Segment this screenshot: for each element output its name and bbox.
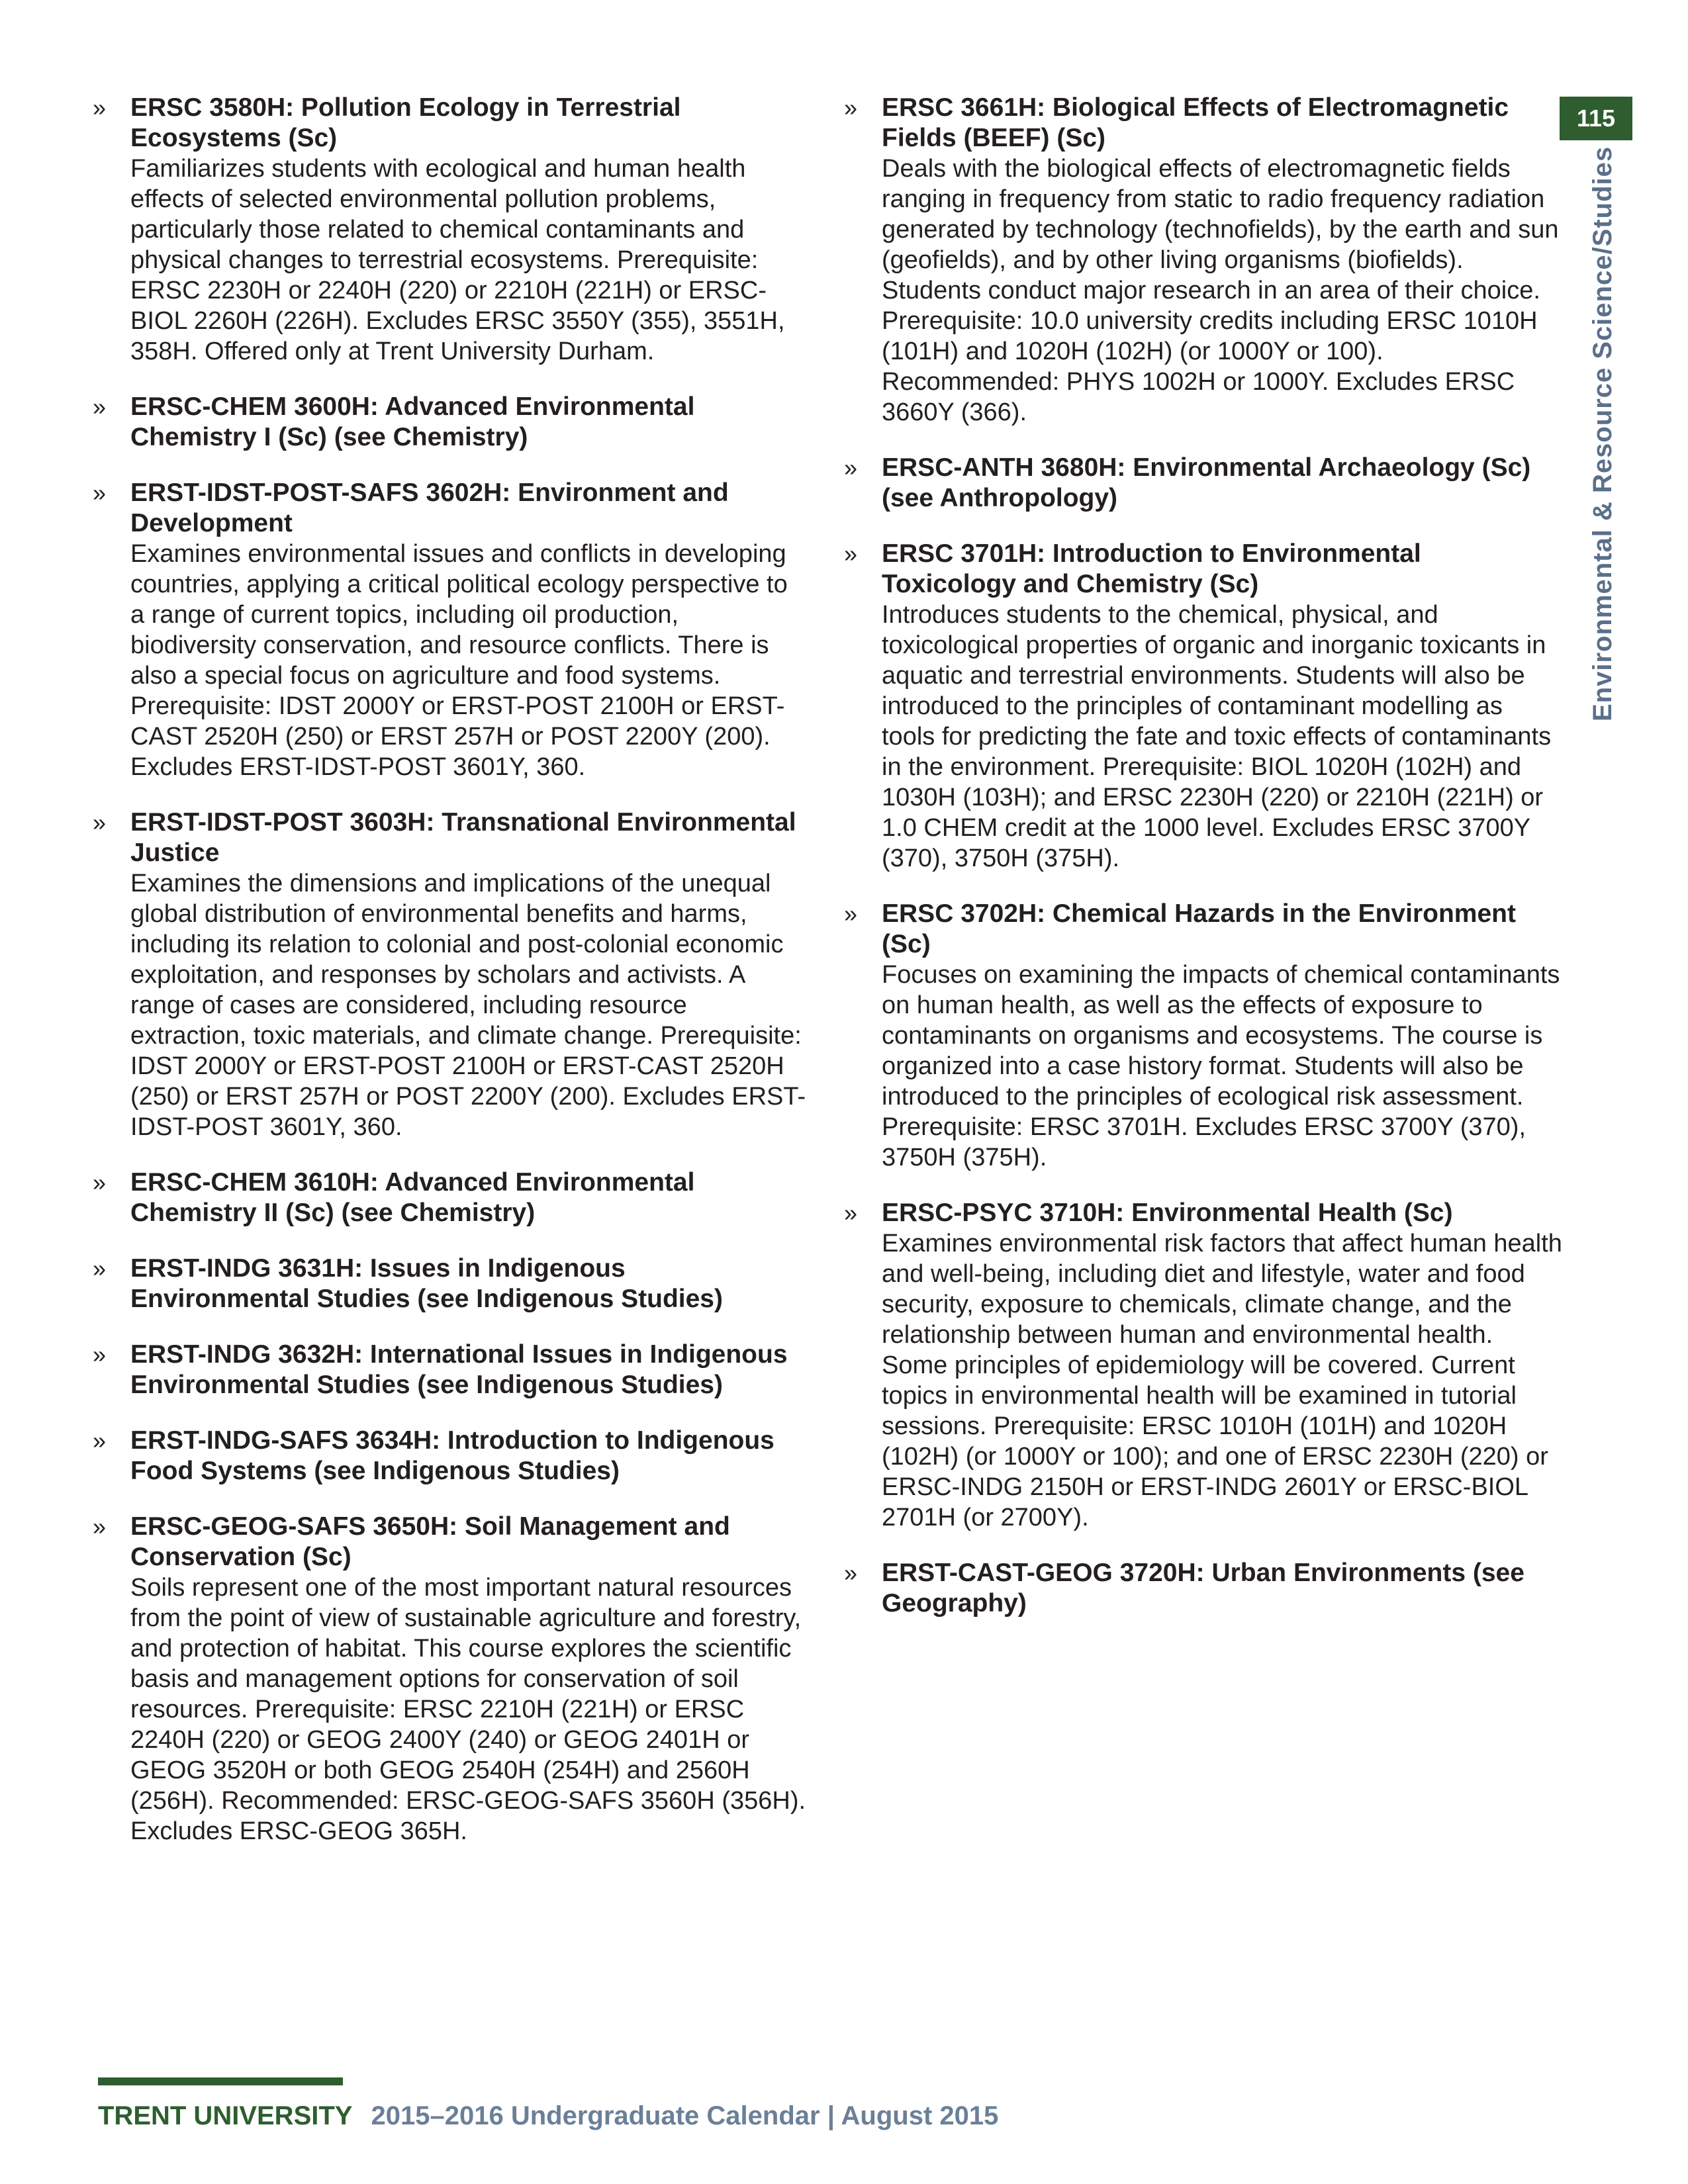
course-description: Examines environmental risk factors that affect human health and well-being, including diet and lifestyle, water and food security, exposure to chemicals, climate change, and the relationship between human and environmental health. Some principles of epidemiology will be covered. Current topics in environmental health will be examined in tutorial sessions. Prerequisite: ERSC 1010H (101H) and 1020H (102H) (or 1000Y or 100); and one of ERSC 2230H (220) or ERSC-INDG 2150H or ERST-INDG 2601Y or ERSC-BIOL 2701H (or 2700Y). — [882, 1230, 1562, 1531]
course-title: ERST-INDG 3631H: Issues in Indigenous Environmental Studies (see Indigenous Studies) — [130, 1254, 723, 1313]
course-entry — [844, 453, 1562, 514]
bullet-icon: » — [93, 479, 107, 506]
bullet-icon: » — [844, 1199, 858, 1226]
course-entry — [93, 1167, 808, 1228]
course-entry — [844, 1558, 1562, 1619]
course-title: ERSC 3661H: Biological Effects of Electromagnetic Fields (BEEF) (Sc) — [882, 93, 1509, 152]
course-entry — [93, 478, 808, 782]
course-title: ERST-INDG 3632H: International Issues in Indigenous Environmental Studies (see Indigenous Studies) — [130, 1340, 788, 1399]
course-title: ERSC-CHEM 3610H: Advanced Environmental Chemistry II (Sc) (see Chemistry) — [130, 1168, 695, 1227]
course-title: ERST-CAST-GEOG 3720H: Urban Environments (see Geography) — [882, 1559, 1524, 1617]
course-title: ERSC-GEOG-SAFS 3650H: Soil Management and Conservation (Sc) — [130, 1512, 730, 1571]
bullet-icon: » — [844, 1559, 858, 1586]
course-entry — [93, 1253, 808, 1314]
footer-rule — [98, 2077, 343, 2085]
right-column — [844, 93, 1562, 1644]
course-entry — [93, 392, 808, 453]
course-entry — [93, 1426, 808, 1486]
page-number: 115 — [1560, 97, 1632, 140]
bullet-icon: » — [93, 1169, 107, 1196]
course-title: ERSC 3580H: Pollution Ecology in Terrestrial Ecosystems (Sc) — [130, 93, 681, 152]
course-description: Deals with the biological effects of electromagnetic fields ranging in frequency from static to radio frequency radiation generated by technology (technofields), by the earth and sun (geofields), and by other living organisms (biofields). Students conduct major research in an area of their choice. Prerequisite: 10.0 university credits including ERSC 1010H (101H) and 1020H (102H) (or 1000Y or 100). Recommended: PHYS 1002H or 1000Y. Excludes ERSC 3660Y (366). — [882, 155, 1559, 426]
course-entry — [93, 1512, 808, 1846]
course-entry — [844, 1198, 1562, 1533]
bullet-icon: » — [93, 1341, 107, 1368]
course-description: Examines environmental issues and conflicts in developing countries, applying a critical political ecology perspective to a range of current topics, including oil production, biodiversity conservation, and resource conflicts. There is also a special focus on agriculture and food systems. Prerequisite: IDST 2000Y or ERST-POST 2100H or ERST-CAST 2520H (250) or ERST 257H or POST 2200Y (200). Excludes ERST-IDST-POST 3601Y, 360. — [130, 540, 788, 781]
course-description: Familiarizes students with ecological and human health effects of selected environmental pollution problems, particularly those related to chemical contaminants and physical changes to terrestrial ecosystems. Prerequisite: ERSC 2230H or 2240H (220) or 2210H (221H) or ERSC-BIOL 2260H (226H). Excludes ERSC 3550Y (355), 3551H, 358H. Offered only at Trent University Durham. — [130, 155, 785, 365]
bullet-icon: » — [93, 393, 107, 420]
course-entry — [93, 807, 808, 1142]
course-title: ERST-IDST-POST 3603H: Transnational Environmental Justice — [130, 808, 796, 867]
section-side-label: Environmental & Resource Science/Studies — [1588, 146, 1617, 721]
bullet-icon: » — [844, 540, 858, 567]
course-description: Introduces students to the chemical, physical, and toxicological properties of organic and inorganic toxicants in aquatic and terrestrial environments. Students will also be introduced to the principles of contaminant modelling as tools for predicting the fate and toxic effects of contaminants in the environment. Prerequisite: BIOL 1020H (102H) and 1030H (103H); and ERSC 2230H (220) or 2210H (221H) or 1.0 CHEM credit at the 1000 level. Excludes ERSC 3700Y (370), 3750H (375H). — [882, 601, 1552, 872]
footer-university: TRENT UNIVERSITY — [98, 2101, 353, 2130]
bullet-icon: » — [93, 809, 107, 836]
course-description: Focuses on examining the impacts of chemical contaminants on human health, as well as the effects of exposure to contaminants on organisms and ecosystems. The course is organized into a case history format. Students will also be introduced to the principles of ecological risk assessment. Prerequisite: ERSC 3701H. Excludes ERSC 3700Y (370), 3750H (375H). — [882, 961, 1560, 1171]
footer — [98, 2099, 998, 2132]
footer-calendar: 2015–2016 Undergraduate Calendar | August 2015 — [371, 2101, 999, 2130]
bullet-icon: » — [93, 94, 107, 121]
course-entry — [844, 93, 1562, 428]
course-description: Examines the dimensions and implications of the unequal global distribution of environmental benefits and harms, including its relation to colonial and post-colonial economic exploitation, and responses by scholars and activists. A range of cases are considered, including resource extraction, toxic materials, and climate change. Prerequisite: IDST 2000Y or ERST-POST 2100H or ERST-CAST 2520H (250) or ERST 257H or POST 2200Y (200). Excludes ERST-IDST-POST 3601Y, 360. — [130, 870, 806, 1141]
bullet-icon: » — [844, 454, 858, 481]
course-entry — [844, 899, 1562, 1173]
course-title: ERSC-ANTH 3680H: Environmental Archaeology (Sc) (see Anthropology) — [882, 453, 1531, 512]
bullet-icon: » — [93, 1427, 107, 1454]
bullet-icon: » — [844, 94, 858, 121]
bullet-icon: » — [844, 900, 858, 927]
course-title: ERSC-PSYC 3710H: Environmental Health (Sc) — [882, 1199, 1453, 1227]
course-title: ERST-INDG-SAFS 3634H: Introduction to Indigenous Food Systems (see Indigenous Studies) — [130, 1426, 774, 1485]
course-title: ERSC 3702H: Chemical Hazards in the Environment (Sc) — [882, 899, 1516, 958]
course-title: ERSC-CHEM 3600H: Advanced Environmental Chemistry I (Sc) (see Chemistry) — [130, 392, 695, 451]
left-column — [93, 93, 808, 1872]
course-entry — [93, 93, 808, 367]
course-entry — [93, 1340, 808, 1400]
course-entry — [844, 539, 1562, 874]
course-description: Soils represent one of the most important natural resources from the point of view of sustainable agriculture and forestry, and protection of habitat. This course explores the scientific basis and management options for conservation of soil resources. Prerequisite: ERSC 2210H (221H) or ERSC 2240H (220) or GEOG 2400Y (240) or GEOG 2401H or GEOG 3520H or both GEOG 2540H (254H) and 2560H (256H). Recommended: ERSC-GEOG-SAFS 3560H (356H). Excludes ERSC-GEOG 365H. — [130, 1574, 806, 1845]
bullet-icon: » — [93, 1513, 107, 1540]
bullet-icon: » — [93, 1255, 107, 1282]
course-title: ERSC 3701H: Introduction to Environmental Toxicology and Chemistry (Sc) — [882, 539, 1421, 598]
course-title: ERST-IDST-POST-SAFS 3602H: Environment and Development — [130, 478, 729, 537]
